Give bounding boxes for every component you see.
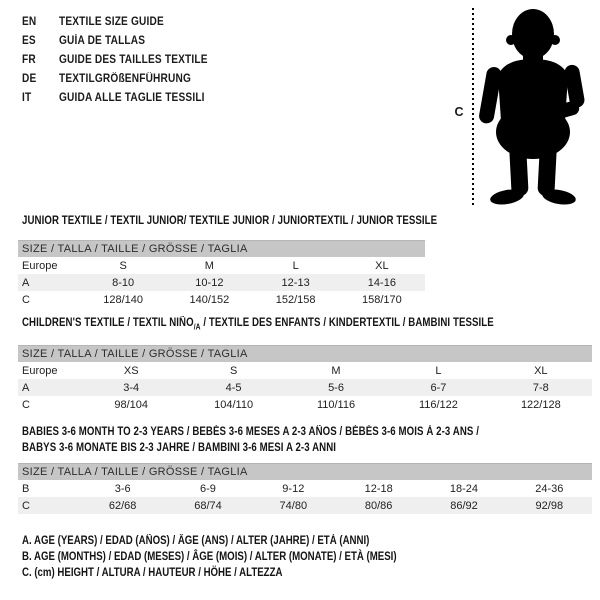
children-size-table — [18, 345, 592, 413]
legend-age-years: A. AGE (YEARS) / EDAD (AÑOS) / ÂGE (ANS) / ALTER (JAHRE) / ETÀ (ANNI) — [22, 535, 370, 547]
size-cell: S — [119, 259, 127, 272]
row-label: C — [22, 499, 30, 512]
junior-table-title — [22, 215, 437, 227]
children-table-title-sub: /A — [193, 322, 201, 332]
babies-table-title-line1: BABIES 3-6 MONTH TO 2-3 YEARS / BEBÉS 3-6 MESES A 2-3 AÑOS / BÉBÉS 3-6 MOIS À 2-3 ANS / — [22, 426, 479, 438]
legend-age-months: B. AGE (MONTHS) / EDAD (MESES) / ÂGE (MOIS) / ALTER (MONATE) / ETÀ (MESI) — [22, 551, 397, 563]
size-header-bar: SIZE / TALLA / TAILLE / GRÖSSE / TAGLIA — [18, 463, 592, 480]
language-row-de — [22, 70, 208, 89]
guide-title-en: TEXTILE SIZE GUIDE — [58, 16, 164, 28]
row-label: Europe — [22, 259, 58, 272]
size-header-bar: SIZE / TALLA / TAILLE / GRÖSSE / TAGLIA — [18, 240, 425, 257]
age-cell: 12-18 — [364, 482, 393, 495]
age-cell: 9-12 — [282, 482, 305, 495]
guide-title-it: GUIDA ALLE TAGLIE TESSILI — [58, 92, 205, 104]
height-cell: 122/128 — [520, 398, 561, 411]
size-cell: S — [229, 364, 238, 377]
language-row-it — [22, 89, 208, 108]
age-cell: 10-12 — [195, 276, 224, 289]
size-cell: L — [292, 259, 299, 272]
language-row-en — [22, 13, 208, 32]
age-cell: 3-6 — [114, 482, 131, 495]
height-cell: 110/116 — [316, 398, 356, 411]
age-cell: 6-7 — [430, 381, 447, 394]
baby-silhouette-image — [477, 4, 590, 207]
language-code: DE — [22, 73, 37, 85]
height-measure-dotted-line — [472, 8, 474, 206]
age-cell: 14-16 — [367, 276, 396, 289]
height-cell: 74/80 — [279, 499, 308, 512]
height-cell: 68/74 — [194, 499, 222, 512]
height-measure-label: C — [454, 105, 464, 119]
age-cell: 12-13 — [281, 276, 310, 289]
size-cell: M — [204, 259, 214, 272]
children-table-title-post: / TEXTILE DES ENFANTS / KINDERTEXTIL / BAMBINI TESSILE — [200, 317, 494, 329]
row-label: A — [22, 276, 30, 289]
size-cell: XS — [123, 364, 139, 377]
height-cell: 152/158 — [275, 293, 316, 306]
babies-size-table — [18, 463, 592, 514]
language-code: FR — [22, 54, 36, 66]
table-row-height — [18, 497, 592, 514]
age-cell: 4-5 — [225, 381, 242, 394]
height-cell: 80/86 — [364, 499, 393, 512]
table-row-age-months — [18, 480, 592, 497]
age-cell: 6-9 — [200, 482, 216, 495]
table-row-europe — [18, 257, 425, 274]
table-row-height — [18, 396, 592, 413]
language-code: IT — [22, 92, 32, 104]
language-code: ES — [22, 35, 36, 47]
height-cell: 158/170 — [361, 293, 402, 306]
language-code: EN — [22, 16, 37, 28]
age-cell: 8-10 — [112, 276, 135, 289]
language-list — [22, 13, 233, 108]
babies-table-title — [22, 424, 479, 456]
children-table-title-pre: CHILDREN'S TEXTILE / TEXTIL NIÑO — [22, 317, 194, 329]
height-cell: 104/110 — [214, 398, 254, 411]
junior-size-table — [18, 240, 425, 308]
language-row-fr — [22, 51, 208, 70]
row-label: A — [22, 381, 30, 394]
language-row-es — [22, 32, 208, 51]
row-label: C — [22, 293, 30, 306]
age-cell: 7-8 — [532, 381, 549, 394]
height-cell: 128/140 — [103, 293, 143, 306]
age-cell: 24-36 — [535, 482, 564, 495]
legend-height: C. (cm) HEIGHT / ALTURA / HAUTEUR / HÖHE / ALTEZZA — [22, 567, 283, 579]
guide-title-es: GUÍA DE TALLAS — [58, 35, 146, 47]
age-cell: 3-4 — [123, 381, 140, 394]
height-cell: 116/122 — [418, 398, 458, 411]
height-cell: 140/152 — [189, 293, 230, 306]
height-cell: 86/92 — [450, 499, 478, 512]
guide-title-fr: GUIDE DES TAILLES TEXTILE — [58, 54, 208, 66]
table-row-age — [18, 274, 425, 291]
height-cell: 92/98 — [535, 499, 564, 512]
legend — [22, 533, 397, 581]
height-cell: 62/68 — [108, 499, 137, 512]
table-row-height — [18, 291, 425, 308]
age-cell: 18-24 — [449, 482, 479, 495]
table-row-europe — [18, 362, 592, 379]
row-label: B — [22, 482, 30, 495]
babies-table-title-line2: BABYS 3-6 MONATE BIS 2-3 JAHRE / BAMBINI 3-6 MESI A 2-3 ANNI — [22, 442, 337, 454]
size-cell: XL — [375, 259, 389, 272]
table-row-age — [18, 379, 592, 396]
guide-title-de: TEXTILGRÖßENFÜHRUNG — [58, 73, 192, 85]
size-cell: L — [435, 364, 442, 377]
row-label: Europe — [22, 364, 58, 377]
age-cell: 5-6 — [328, 381, 344, 394]
junior-table-title-text: JUNIOR TEXTILE / TEXTIL JUNIOR/ TEXTILE JUNIOR / JUNIORTEXTIL / JUNIOR TESSILE — [22, 215, 438, 227]
size-cell: XL — [534, 364, 548, 377]
row-label: C — [22, 398, 30, 411]
children-table-title — [22, 317, 494, 331]
height-cell: 98/104 — [114, 398, 149, 411]
size-header-bar: SIZE / TALLA / TAILLE / GRÖSSE / TAGLIA — [18, 345, 592, 362]
size-cell: M — [331, 364, 341, 377]
